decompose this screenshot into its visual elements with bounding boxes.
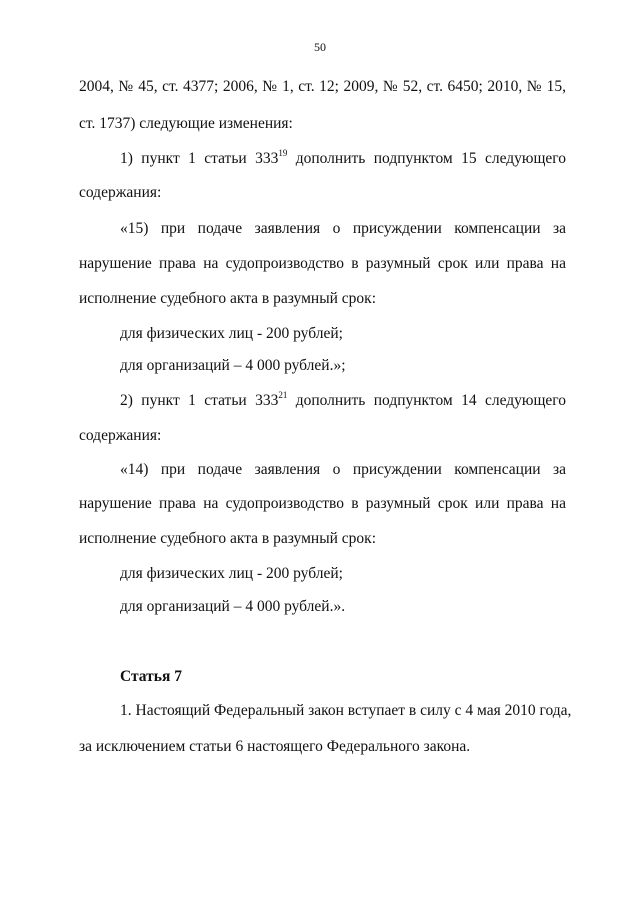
text-line-7: исполнение судебного акта в разумный срок: bbox=[79, 290, 377, 307]
article-7-heading: Статья 7 bbox=[120, 668, 182, 685]
text-line-19: за исключением статьи 6 настоящего Федерального закона. bbox=[79, 738, 471, 755]
amendment-item-2-text-end: дополнить подпунктом 14 следующего bbox=[287, 392, 567, 409]
text-line-13: нарушение права на судопроизводство в разумный срок или права на bbox=[79, 495, 566, 512]
text-line-6: нарушение права на судопроизводство в разумный срок или права на bbox=[79, 255, 566, 272]
text-line-5: «15) при подаче заявления о присуждении компенсации за bbox=[120, 220, 566, 237]
article-superscript-21: 21 bbox=[278, 390, 288, 400]
text-line-18: 1. Настоящий Федеральный закон вступает в силу с 4 мая 2010 года, bbox=[120, 702, 572, 719]
text-line-9: для организаций – 4 000 рублей.»; bbox=[120, 357, 346, 374]
text-line-16: для организаций – 4 000 рублей.». bbox=[120, 598, 346, 615]
amendment-item-2-text: 2) пункт 1 статьи 333 bbox=[120, 392, 279, 409]
text-line-12: «14) при подаче заявления о присуждении компенсации за bbox=[120, 461, 566, 478]
text-line-14: исполнение судебного акта в разумный срок: bbox=[79, 530, 377, 547]
page-number: 50 bbox=[314, 40, 326, 54]
text-line-11: содержания: bbox=[79, 427, 162, 444]
article-superscript-19: 19 bbox=[278, 148, 288, 158]
text-line-4: содержания: bbox=[79, 184, 162, 201]
amendment-item-1-text-end: дополнить подпунктом 15 следующего bbox=[287, 150, 567, 167]
text-line-2: ст. 1737) следующие изменения: bbox=[79, 115, 293, 132]
text-line-1: 2004, № 45, ст. 4377; 2006, № 1, ст. 12; 2009, № 52, ст. 6450; 2010, № 15, bbox=[79, 78, 566, 95]
text-line-15: для физических лиц - 200 рублей; bbox=[120, 565, 343, 582]
amendment-item-1 bbox=[120, 150, 566, 168]
amendment-item-2 bbox=[120, 392, 566, 410]
amendment-item-1-text: 1) пункт 1 статьи 333 bbox=[120, 150, 279, 167]
text-line-8: для физических лиц - 200 рублей; bbox=[120, 325, 343, 342]
